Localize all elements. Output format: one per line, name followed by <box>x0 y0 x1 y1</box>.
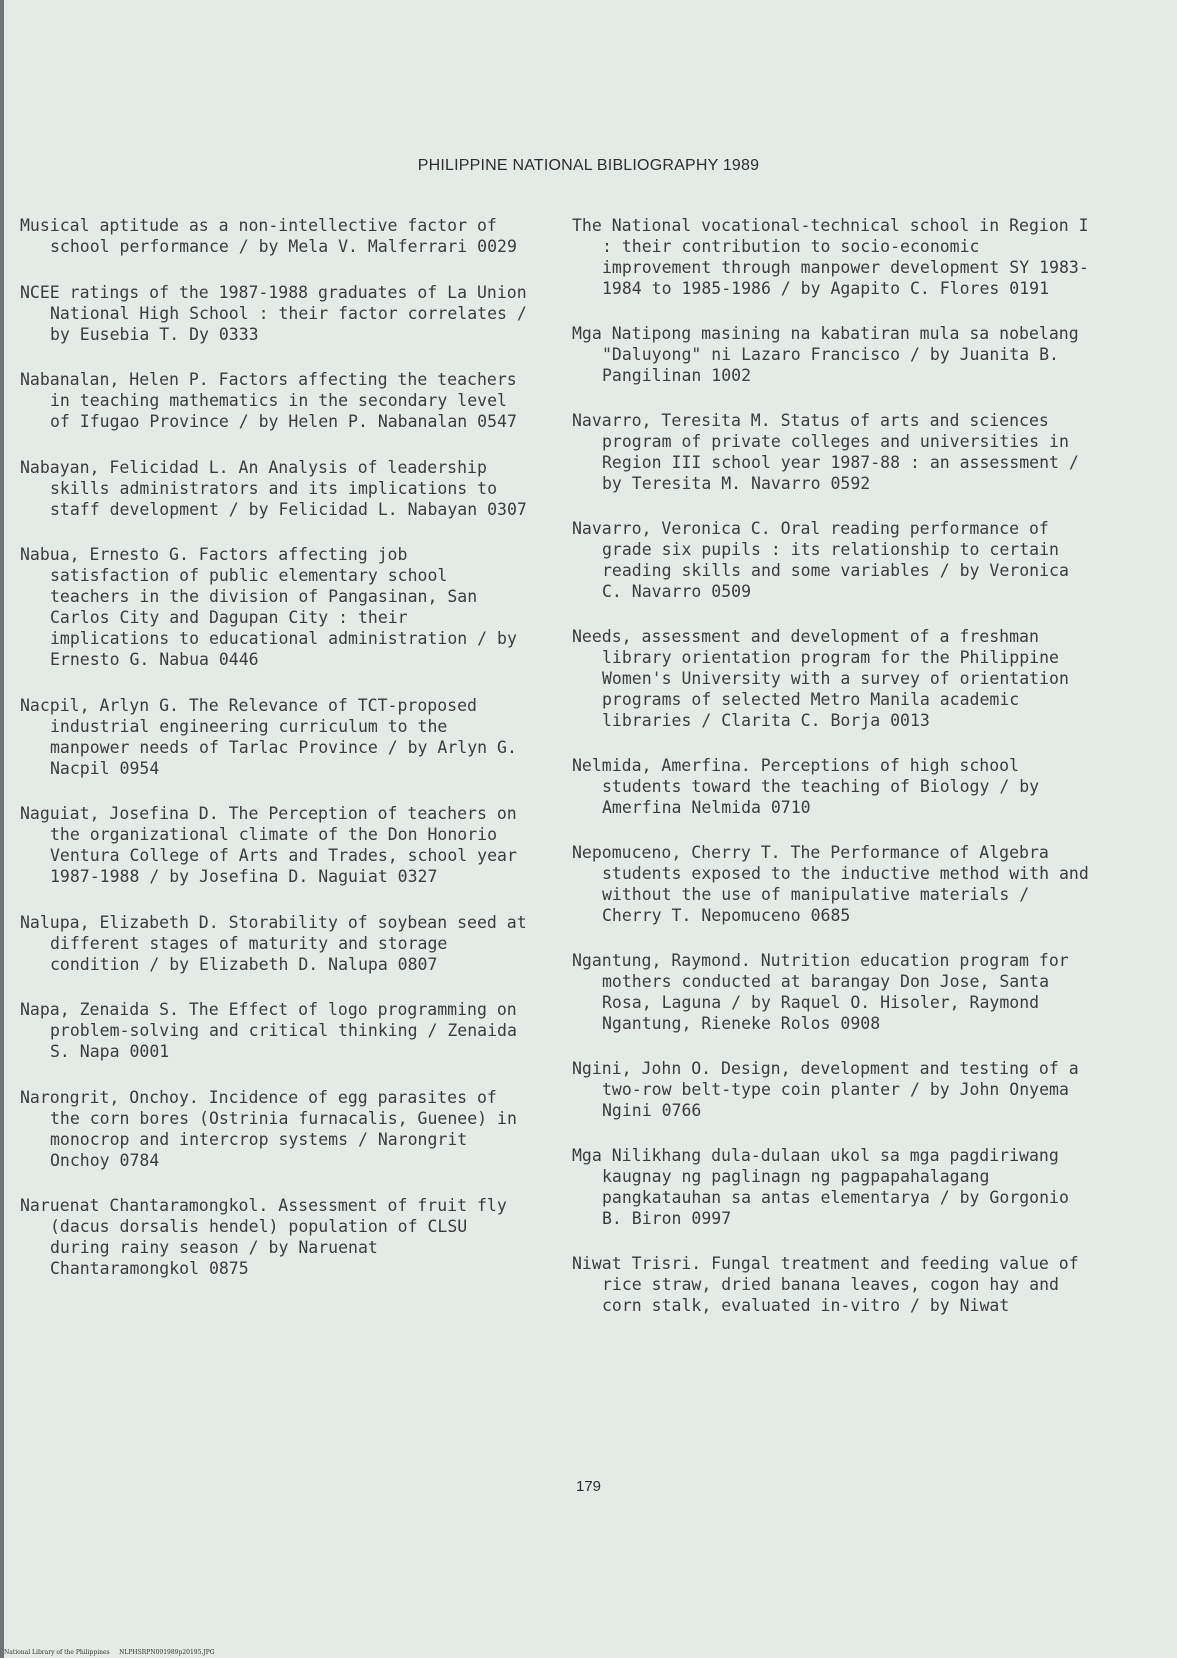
bibliography-entry: Needs, assessment and development of a freshman library orientation program for the Philippine Women's University with a survey of orientation programs of selected Metro Manila academic libraries / Clarita C. Borja 0013 <box>572 627 1079 730</box>
bibliography-entry: Mga Nilikhang dula-dulaan ukol sa mga pagdiriwang kaugnay ng paglinagn ng pagpapahalagang pangkatauhan sa antas elementarya / by Gorgonio B. Biron 0997 <box>572 1146 1079 1228</box>
bibliography-entry: The National vocational-technical school in Region I : their contribution to socio-economic improvement through manpower development SY 1983-1984 to 1985-1986 / by Agapito C. Flores 0191 <box>572 216 1099 298</box>
scan-footer: National Library of the Philippines NLPHSRPN091989p20195.JPG <box>4 1649 215 1656</box>
bibliography-entry: Nepomuceno, Cherry T. The Performance of Algebra students exposed to the inductive method with and without the use of manipulative materials / Cherry T. Nepomuceno 0685 <box>572 843 1099 925</box>
bibliography-entry: Nelmida, Amerfina. Perceptions of high school students toward the teaching of Biology / by Amerfina Nelmida 0710 <box>572 756 1050 817</box>
bibliography-entry: Navarro, Teresita M. Status of arts and sciences program of private colleges and universities in Region III school year 1987-88 : an assessment / by Teresita M. Navarro 0592 <box>572 411 1089 493</box>
bibliography-entry: Mga Natipong masining na kabatiran mula sa nobelang "Daluyong" ni Lazaro Francisco / by Juanita B. Pangilinan 1002 <box>572 324 1089 385</box>
page-number: 179 <box>575 1478 602 1495</box>
bibliography-entry: Nabanalan, Helen P. Factors affecting the teachers in teaching mathematics in the secondary level of Ifugao Province / by Helen P. Nabanalan 0547 <box>20 370 527 431</box>
bibliography-entry: Naguiat, Josefina D. The Perception of teachers on the organizational climate of the Don Honorio Ventura College of Arts and Trades, school year 1987-1988 / by Josefina D. Naguiat 0327 <box>20 804 527 886</box>
bibliography-entry: Ngini, John O. Design, development and testing of a two-row belt-type coin planter / by John Onyema Ngini 0766 <box>572 1059 1089 1120</box>
page-title: PHILIPPINE NATIONAL BIBLIOGRAPHY 1989 <box>417 157 760 174</box>
bibliography-entry: Narongrit, Onchoy. Incidence of egg parasites of the corn bores (Ostrinia furnacalis, Guenee) in monocrop and intercrop systems / Narongrit Onchoy 0784 <box>20 1087 527 1170</box>
bibliography-entry: Niwat Trisri. Fungal treatment and feeding value of rice straw, dried banana leaves, cogon hay and corn stalk, evaluated in-vitro / by Niwat <box>572 1254 1089 1315</box>
bibliography-entry: Navarro, Veronica C. Oral reading performance of grade six pupils : its relationship to certain reading skills and some variables / by Veronica C. Navarro 0509 <box>572 519 1079 601</box>
left-column <box>20 215 537 1304</box>
bibliography-entry: NCEE ratings of the 1987-1988 graduates of La Union National High School : their factor correlates / by Eusebia T. Dy 0333 <box>20 282 537 344</box>
bibliography-entry: Naruenat Chantaramongkol. Assessment of fruit fly (dacus dorsalis hendel) population of CLSU during rainy season / by Naruenat Chantaramongkol 0875 <box>20 1196 517 1278</box>
bibliography-entry: Nabayan, Felicidad L. An Analysis of leadership skills administrators and its implications to staff development / by Felicidad L. Nabayan 0307 <box>20 457 527 519</box>
bibliography-entry: Ngantung, Raymond. Nutrition education program for mothers conducted at barangay Don Jose, Santa Rosa, Laguna / by Raquel O. Hisoler, Raymond Ngantung, Rieneke Rolos 0908 <box>572 951 1079 1033</box>
right-column <box>572 215 1099 1340</box>
bibliography-entry: Napa, Zenaida S. The Effect of logo programming on problem-solving and critical thinking / Zenaida S. Napa 0001 <box>20 1000 527 1061</box>
page-edge <box>0 0 4 1658</box>
bibliography-entry: Musical aptitude as a non-intellective factor of school performance / by Mela V. Malferrari 0029 <box>20 216 517 256</box>
bibliography-entry: Nacpil, Arlyn G. The Relevance of TCT-proposed industrial engineering curriculum to the manpower needs of Tarlac Province / by Arlyn G. Nacpil 0954 <box>20 695 527 778</box>
bibliography-entry: Nabua, Ernesto G. Factors affecting job satisfaction of public elementary school teachers in the division of Pangasinan, San Carlos City and Dagupan City : their implications to educational administration / by Ernesto G. Nabua 0446 <box>20 545 527 669</box>
bibliography-entry: Nalupa, Elizabeth D. Storability of soybean seed at different stages of maturity and storage condition / by Elizabeth D. Nalupa 0807 <box>20 912 537 974</box>
